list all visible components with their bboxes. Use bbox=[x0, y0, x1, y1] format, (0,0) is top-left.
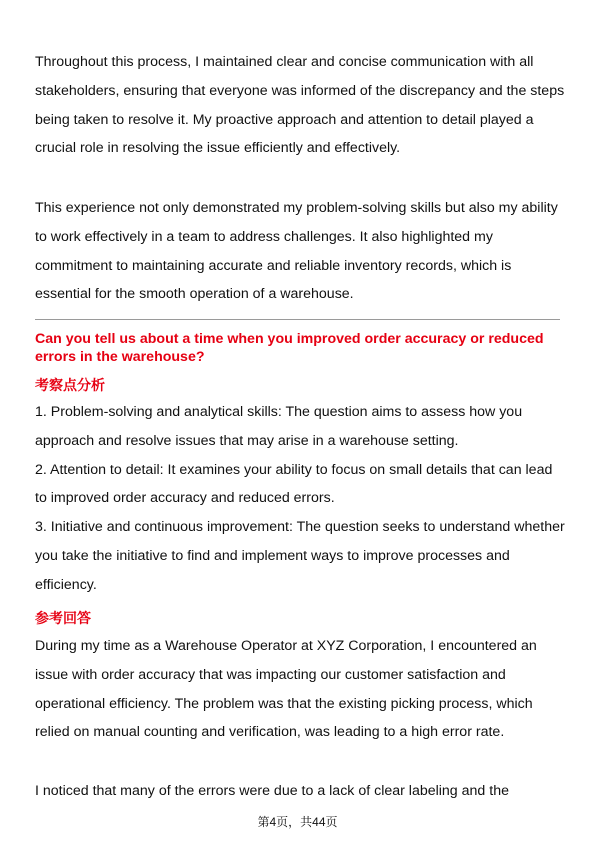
analysis-list bbox=[35, 398, 565, 600]
paragraph-experience: This experience not only demonstrated my problem-solving skills but also my ability to work effectively in a team to address challenges. It also highlighted my commitment to maintaining accurate and reliable inventory records, which is essential for the smooth operation of a warehouse. bbox=[35, 200, 558, 303]
analysis-item: 1. Problem-solving and analytical skills: The question aims to assess how you approach and resolve issues that may arise in a warehouse setting. bbox=[35, 404, 523, 449]
analysis-item: 2. Attention to detail: It examines your ability to focus on small details that can lead to improved order accuracy and reduced errors. bbox=[35, 461, 553, 507]
answer-paragraph: During my time as a Warehouse Operator at XYZ Corporation, I encountered an issue with order accuracy that was impacting our customer satisfaction and operational efficiency. The problem was that the existing picking process, which relied on manual counting and verification, was leading to a high error rate. bbox=[35, 638, 537, 741]
answer-paragraph-continued: I noticed that many of the errors were due to a lack of clear labeling and the bbox=[35, 783, 509, 799]
analysis-label: 考察点分析 bbox=[35, 377, 105, 393]
page-footer: 第4页，共44页 bbox=[257, 815, 338, 829]
paragraph-communication: Throughout this process, I maintained clear and concise communication with all stakeholders, ensuring that everyone was informed of the discrepancy and the steps being taken to resolve it. My proactive approach and attention to detail played a crucial role in resolving the issue efficiently and effectively. bbox=[35, 54, 565, 157]
question-heading: Can you tell us about a time when you improved order accuracy or reduced errors in the warehouse? bbox=[35, 331, 544, 365]
answer-label: 参考回答 bbox=[35, 610, 91, 626]
section-divider bbox=[35, 319, 560, 320]
analysis-item: 3. Initiative and continuous improvement: The question seeks to understand whether you take the initiative to find and implement ways to improve processes and efficiency. bbox=[35, 519, 565, 593]
